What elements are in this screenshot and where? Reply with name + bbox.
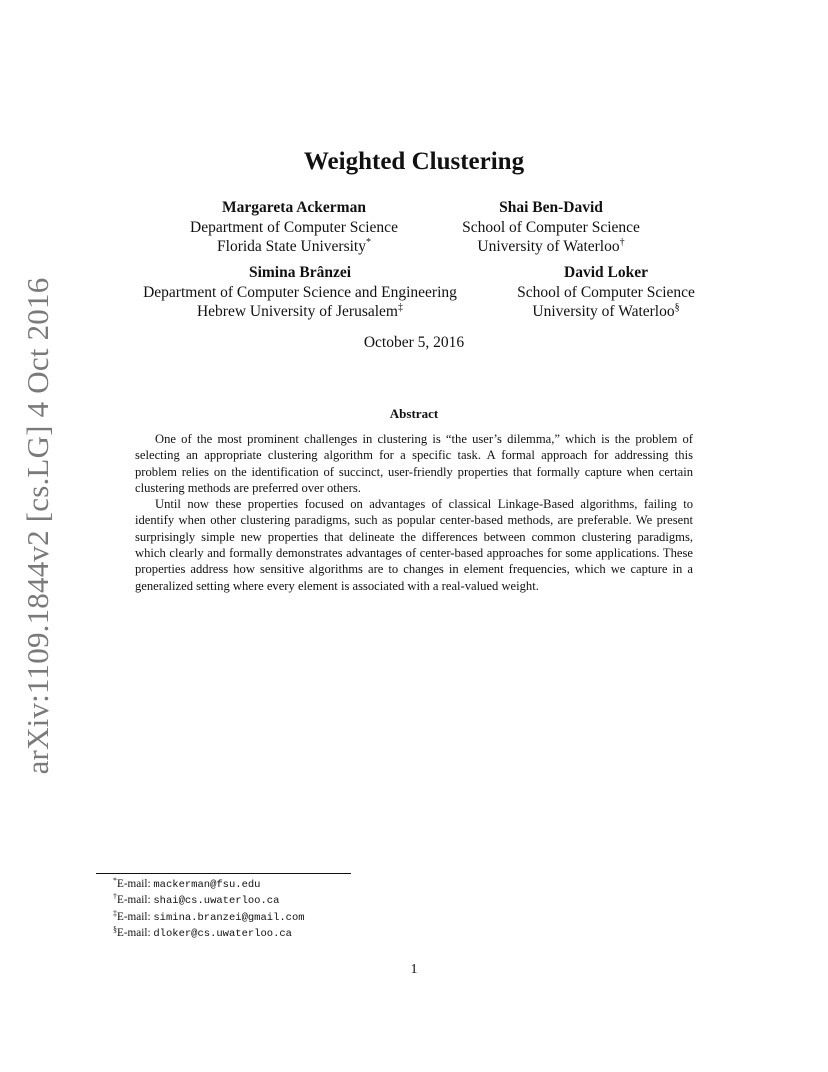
abstract-paragraph: Until now these properties focused on advantages of classical Linkage-Based algorithms, failing to identify when other clustering paradigms, such as popular center-based methods, are preferable. We present surprisingly simple new properties that delineate the differences between common clustering paradigms, which clearly and formally demonstrates advantages of center-based approaches for some applications. These properties address how sensitive algorithms are to changes in element frequencies, which we capture in a generalized setting where every element is associated with a real-valued weight.: [135, 497, 693, 593]
paper-date: October 5, 2016: [363, 334, 465, 351]
author-block-ackerman: [190, 198, 398, 257]
footnote-item: [113, 893, 305, 909]
paper-title: Weighted Clustering: [303, 148, 525, 175]
footnote-mark: *: [113, 876, 117, 885]
footnote-mark: †: [113, 892, 117, 902]
email-link[interactable]: mackerman@fsu.edu: [153, 879, 261, 891]
institution-text: University of Waterloo: [532, 303, 675, 320]
abstract-paragraph: One of the most prominent challenges in clustering is “the user’s dilemma,” which is the problem of selecting an appropriate clustering algorithm for a specific task. A formal approach for addressing this problem relies on the identification of succinct, user-friendly properties that formally capture when certain clustering methods are preferred over others.: [135, 432, 693, 495]
author-name: Shai Ben-David: [499, 199, 603, 216]
abstract-body: [135, 431, 693, 594]
footnote-rule: [96, 873, 351, 874]
email-link[interactable]: simina.branzei@gmail.com: [153, 911, 305, 924]
author-name: Margareta Ackerman: [222, 199, 366, 216]
author-department: Department of Computer Science and Engineering: [143, 283, 457, 301]
footnote-label: E-mail:: [117, 926, 154, 939]
footnote-label: E-mail:: [117, 878, 154, 890]
arxiv-stamp: arXiv:1109.1844v2 [cs.LG] 4 Oct 2016: [20, 277, 55, 775]
author-block-branzei: [143, 263, 457, 322]
footnote-mark: §: [113, 924, 117, 934]
footnote-item: [113, 910, 305, 926]
author-name: Simina Brânzei: [248, 264, 352, 281]
institution-text: Florida State University: [217, 238, 366, 255]
author-department: School of Computer Science: [462, 218, 640, 236]
footnote-mark: ‡: [113, 908, 117, 918]
email-link[interactable]: shai@cs.uwaterloo.ca: [153, 895, 280, 908]
author-institution: [190, 237, 398, 257]
author-block-ben-david: [462, 198, 640, 257]
abstract-heading: Abstract: [389, 406, 439, 421]
author-institution: [143, 302, 457, 322]
footnote-mark: *: [365, 237, 371, 248]
author-institution: [462, 237, 640, 257]
footnotes: [113, 877, 305, 942]
institution-text: University of Waterloo: [477, 238, 620, 255]
author-department: School of Computer Science: [517, 283, 695, 301]
author-block-loker: [517, 263, 695, 322]
footnote-label: E-mail:: [117, 894, 154, 907]
author-institution: [517, 302, 695, 322]
footnote-item: [113, 877, 305, 893]
footnote-mark: ‡: [398, 302, 403, 313]
institution-text: Hebrew University of Jerusalem: [196, 303, 398, 320]
footnote-mark: †: [619, 237, 625, 248]
footnote-label: E-mail:: [117, 910, 154, 923]
author-department: Department of Computer Science: [190, 218, 398, 236]
author-name: David Loker: [564, 264, 648, 281]
page-number: 1: [410, 962, 418, 977]
footnote-mark: §: [674, 302, 680, 313]
footnote-item: [113, 926, 305, 942]
email-link[interactable]: dloker@cs.uwaterloo.ca: [153, 927, 292, 940]
